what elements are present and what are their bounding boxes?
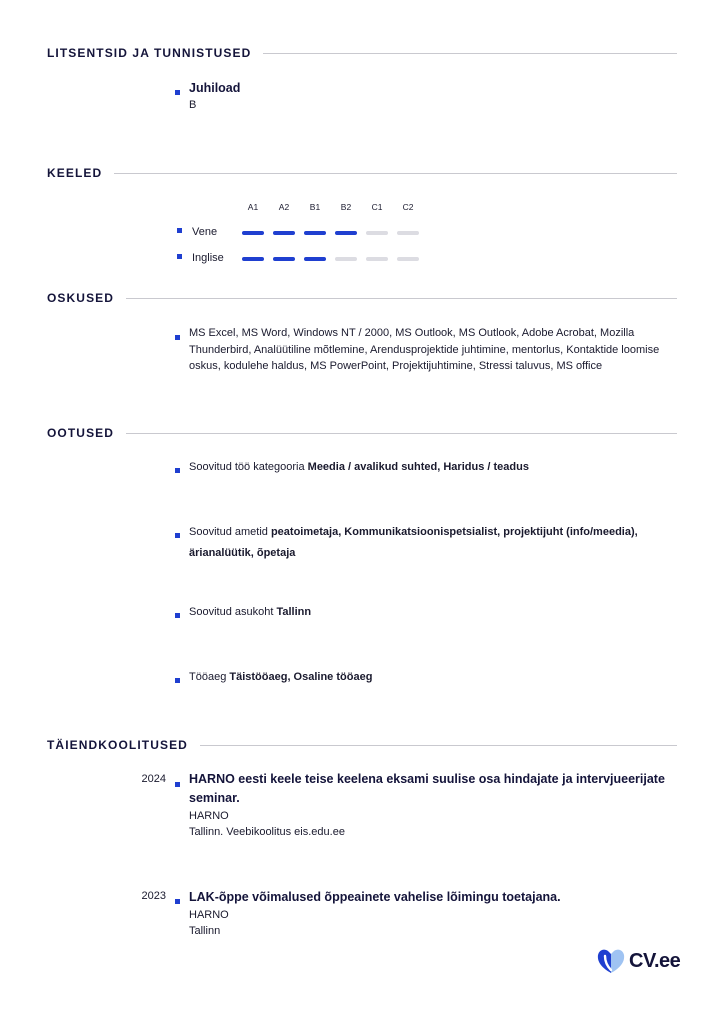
- bullet-icon: [175, 335, 180, 340]
- license-value: B: [189, 99, 197, 111]
- level-dash-empty: [397, 231, 419, 235]
- section-header-licenses: [47, 46, 677, 60]
- expectation-label: Soovitud ametid: [189, 526, 268, 538]
- level-dash-filled: [304, 231, 326, 235]
- training-title-line: HARNO eesti keele teise keelena eksami suulise osa hindajate ja intervjueerijate: [189, 772, 665, 786]
- bullet-icon: [175, 899, 180, 904]
- section-title: KEELED: [47, 166, 103, 180]
- training-org: HARNO: [189, 909, 229, 921]
- section-header-training: [47, 738, 677, 752]
- bullet-icon: [175, 533, 180, 538]
- expectation-value: ärianalüütik, õpetaja: [189, 546, 296, 559]
- divider: [114, 173, 677, 174]
- training-title: LAK-õppe võimalused õppeainete vahelise lõimingu toetajana.: [189, 890, 561, 904]
- training-location: Tallinn: [189, 925, 221, 937]
- expectation-positions: [189, 524, 679, 561]
- expectation-label: Soovitud töö kategooria: [189, 461, 305, 473]
- divider: [126, 433, 677, 434]
- section-title: TÄIENDKOOLITUSED: [47, 738, 188, 752]
- skills-line: oskus, kodulehe haldus, MS PowerPoint, Projektijuhtimine, Stressi taluvus, MS office: [189, 360, 603, 372]
- level-dash-empty: [366, 257, 388, 261]
- expectation-worktime: [189, 669, 372, 686]
- section-header-languages: [47, 166, 677, 180]
- level-dash-filled: [335, 231, 357, 235]
- training-year: 2023: [141, 890, 166, 902]
- bullet-icon: [177, 228, 182, 233]
- license-name: Juhiload: [189, 81, 241, 95]
- training-org: HARNO: [189, 810, 229, 822]
- level-dash-filled: [273, 257, 295, 261]
- expectation-value: Meedia / avalikud suhted, Haridus / teadus: [307, 461, 529, 473]
- expectation-value: Täistööaeg, Osaline tööaeg: [229, 671, 373, 683]
- section-title: OSKUSED: [47, 291, 115, 305]
- level-dash-empty: [335, 257, 357, 261]
- divider: [200, 745, 677, 746]
- section-header-skills: [47, 291, 677, 305]
- language-name: Inglise: [192, 252, 224, 264]
- bullet-icon: [177, 254, 182, 259]
- expectation-value: Tallinn: [276, 606, 312, 618]
- training-location: Tallinn. Veebikoolitus eis.edu.ee: [189, 826, 345, 838]
- logo-text: CV.ee: [629, 949, 681, 972]
- expectation-label: Soovitud asukoht: [189, 606, 274, 618]
- language-name: Vene: [192, 226, 218, 238]
- expectation-category: [189, 459, 529, 476]
- section-title: OOTUSED: [47, 426, 115, 440]
- training-year: 2024: [141, 773, 166, 785]
- section-title: LITSENTSID JA TUNNISTUSED: [47, 46, 252, 60]
- level-label: C1: [371, 202, 383, 212]
- level-dash-filled: [304, 257, 326, 261]
- level-dash-filled: [242, 231, 264, 235]
- level-label: B1: [309, 202, 321, 212]
- level-label: A2: [278, 202, 290, 212]
- level-label: B2: [340, 202, 352, 212]
- level-label: C2: [402, 202, 414, 212]
- skills-line: Thunderbird, Analüütiline mõtlemine, Arendusprojektide juhtimine, mentorlus, Kontaktide loomise: [189, 343, 660, 356]
- expectation-location: [189, 604, 311, 621]
- level-dash-filled: [273, 231, 295, 235]
- bullet-icon: [175, 468, 180, 473]
- divider: [126, 298, 677, 299]
- level-label: A1: [247, 202, 259, 212]
- level-dash-filled: [242, 257, 264, 261]
- training-title-line: seminar.: [189, 791, 240, 805]
- level-dash-empty: [397, 257, 419, 261]
- skills-line: MS Excel, MS Word, Windows NT / 2000, MS Outlook, MS Outlook, Adobe Acrobat, Mozilla: [189, 327, 635, 339]
- cv-ee-logo: [596, 946, 680, 976]
- expectation-label: Tööaeg: [189, 671, 227, 683]
- bullet-icon: [175, 90, 180, 95]
- expectation-line: [189, 524, 679, 541]
- level-dash-empty: [366, 231, 388, 235]
- expectation-value: peatoimetaja, Kommunikatsioonispetsialist, projektijuht (info/meedia),: [270, 526, 638, 538]
- training-title: [189, 770, 679, 808]
- skills-text: [189, 325, 679, 375]
- divider: [263, 53, 677, 54]
- bullet-icon: [175, 613, 180, 618]
- section-header-expectations: [47, 426, 677, 440]
- logo-mark-icon: [596, 946, 626, 976]
- bullet-icon: [175, 782, 180, 787]
- bullet-icon: [175, 678, 180, 683]
